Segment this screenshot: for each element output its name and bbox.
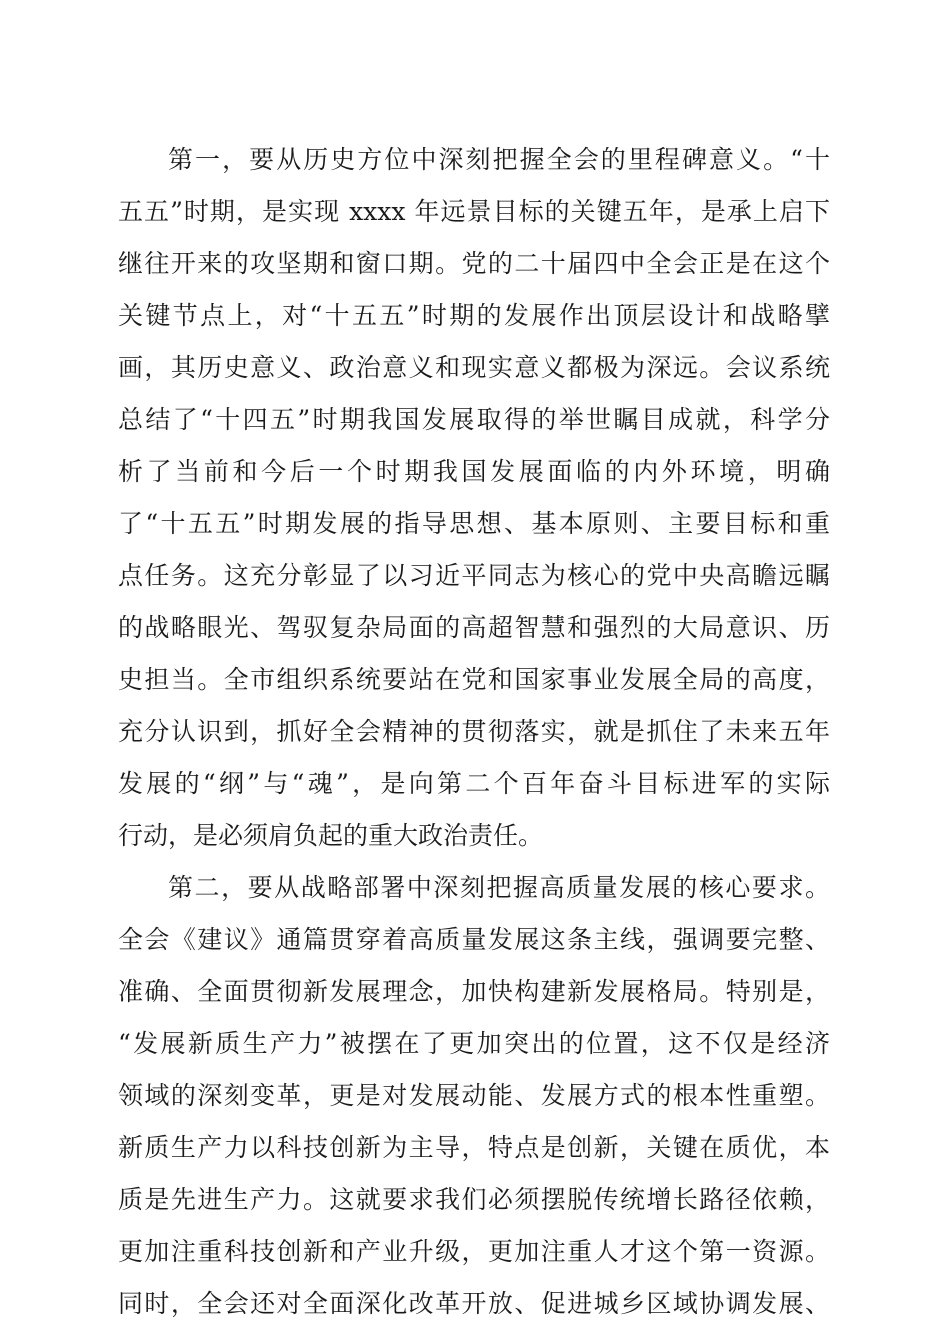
paragraph-2-line-5: 领域的深刻变革，更是对发展动能、发展方式的根本性重塑。 xyxy=(118,1081,830,1110)
paragraph-1-line-4: 关键节点上，对“十五五”时期的发展作出顶层设计和战略擘 xyxy=(118,301,830,330)
paragraph-1-line-7: 析了当前和今后一个时期我国发展面临的内外环境，明确 xyxy=(118,457,830,486)
paragraph-1-line-13: 发展的“纲”与“魂”，是向第二个百年奋斗目标进军的实际 xyxy=(118,769,830,798)
paragraph-2-line-7: 质是先进生产力。这就要求我们必须摆脱传统增长路径依赖， xyxy=(118,1185,830,1214)
paragraph-2-line-6: 新质生产力以科技创新为主导，特点是创新，关键在质优，本 xyxy=(118,1133,830,1162)
paragraph-2-line-9: 同时，全会还对全面深化改革开放、促进城乡区域协调发展、 xyxy=(118,1289,830,1318)
paragraph-1-line-5: 画，其历史意义、政治意义和现实意义都极为深远。会议系统 xyxy=(118,353,830,382)
paragraph-1-line-14: 行动，是必须肩负起的重大政治责任。 xyxy=(118,821,544,850)
paragraph-2-line-3: 准确、全面贯彻新发展理念，加快构建新发展格局。特别是， xyxy=(118,977,830,1006)
paragraph-1-line-8: 了“十五五”时期发展的指导思想、基本原则、主要目标和重 xyxy=(118,509,830,538)
paragraph-1-line-9: 点任务。这充分彰显了以习近平同志为核心的党中央高瞻远瞩 xyxy=(118,561,830,590)
paragraph-1-line-2: 五五”时期，是实现 xxxx 年远景目标的关键五年，是承上启下 xyxy=(118,197,830,226)
paragraph-2-line-8: 更加注重科技创新和产业升级，更加注重人才这个第一资源。 xyxy=(118,1237,830,1266)
paragraph-2-line-2: 全会《建议》通篇贯穿着高质量发展这条主线，强调要完整、 xyxy=(118,925,830,954)
paragraph-1-line-12: 充分认识到，抓好全会精神的贯彻落实，就是抓住了未来五年 xyxy=(118,717,830,746)
paragraph-2-line-1: 第二，要从战略部署中深刻把握高质量发展的核心要求。 xyxy=(168,873,830,902)
paragraph-1-line-11: 史担当。全市组织系统要站在党和国家事业发展全局的高度， xyxy=(118,665,830,694)
paragraph-1-line-6: 总结了“十四五”时期我国发展取得的举世瞩目成就，科学分 xyxy=(118,405,830,434)
paragraph-1-line-3: 继往开来的攻坚期和窗口期。党的二十届四中全会正是在这个 xyxy=(118,249,830,278)
paragraph-1-line-10: 的战略眼光、驾驭复杂局面的高超智慧和强烈的大局意识、历 xyxy=(118,613,830,642)
paragraph-1-line-1: 第一，要从历史方位中深刻把握全会的里程碑意义。“十 xyxy=(168,145,830,174)
paragraph-2-line-4: “发展新质生产力”被摆在了更加突出的位置，这不仅是经济 xyxy=(118,1029,830,1058)
